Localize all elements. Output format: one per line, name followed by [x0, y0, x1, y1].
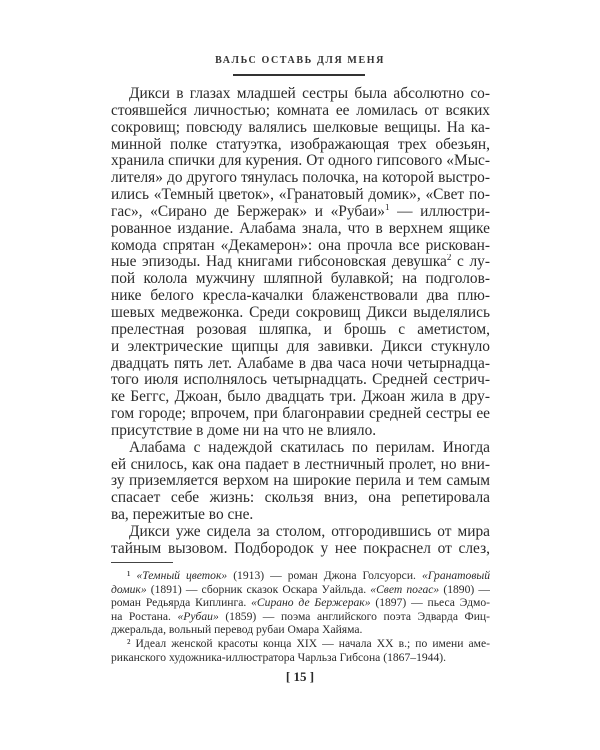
- paragraph: [111, 86, 490, 440]
- text-line: спасает себе жизнь: скользя вниз, она репетировала: [111, 490, 490, 507]
- text-line: Дикси уже сидела за столом, отгородившись от мира: [129, 523, 490, 540]
- text-line: и электрические щипцы для завивки. Дикси стукнуло: [111, 338, 490, 355]
- text-line: минной полке статуэтка, изображающая трех обезьян,: [111, 136, 490, 153]
- footnote-ref: 1: [384, 203, 390, 212]
- footnote-text: (1913) — роман Джона Голсуорси.: [227, 569, 422, 582]
- running-head: ВАЛЬС ОСТАВЬ ДЛЯ МЕНЯ: [215, 55, 385, 66]
- footnote-text: (1890) —: [439, 582, 490, 596]
- footnotes: [111, 569, 490, 664]
- footnote-text: роман Редьярда Киплинга.: [111, 596, 252, 610]
- text-line: рованное издание. Алабама знала, что в верхнем ящике: [111, 220, 490, 237]
- text-line: гом городе; впрочем, при благонравии средней сестры ее: [111, 406, 490, 423]
- footnote-line: [111, 610, 490, 624]
- text-line: присутствие в доме ни на что не влияло.: [111, 422, 377, 439]
- text-line: шевых медвежонка. Среди сокровищ Дикси выделялись: [111, 304, 490, 321]
- text-line: ились «Темный цветок», «Гранатовый домик», «Свет по-: [111, 187, 490, 204]
- paragraph: [111, 440, 490, 524]
- body-text: [111, 86, 490, 558]
- footnote: [111, 569, 490, 637]
- title-italic: «Сирано де Бержерак»: [251, 596, 371, 610]
- text-line: комода спрятан «Декамерон»: она прочла все рискован-: [111, 237, 490, 254]
- footnote-text: (1859) — поэма английского поэта Эдварда Фиц-: [218, 609, 490, 623]
- footnote-text: на Ростана.: [111, 609, 178, 623]
- footnote-text: (1891) — сборник сказок Оскара Уайльда.: [146, 582, 371, 596]
- footnote-line: [111, 651, 490, 665]
- title-italic: домик»: [111, 582, 147, 596]
- text-line: тайным вызовом. Подбородок у нее покраснел от слез,: [111, 540, 490, 557]
- footnote: [111, 637, 490, 664]
- header-rule: [233, 74, 365, 76]
- text-line: ке Беггс, Джоан, было двадцать три. Джоан жила в дру-: [111, 389, 490, 406]
- footnote-text: ¹: [127, 569, 137, 582]
- title-italic: «Гранатовый: [421, 569, 490, 582]
- page-number: [ 15 ]: [285, 669, 315, 684]
- title-italic: «Темный цветок»: [136, 569, 228, 582]
- text-line: зу приземляется верхом на широкие перила и тем самым: [111, 473, 490, 490]
- text-line: пой колола мужчину шляпной булавкой; на подголов-: [111, 271, 490, 288]
- text-line: того июля исполнялось четырнадцать. Средней сестрич-: [111, 372, 490, 389]
- paragraph: [111, 524, 490, 558]
- footnote-line: [111, 569, 490, 583]
- text-line: ей снилось, как она падает в лестничный пролет, но вни-: [111, 456, 490, 473]
- footnote-text: риканского художника-иллюстратора Чарльза Гибсона (1867–1944).: [111, 650, 447, 664]
- text-line: гас», «Сирано де Бержерак» и «Рубаи»$^1$ — иллюстри-: [111, 204, 490, 221]
- footnote-ref: 2: [446, 254, 452, 263]
- title-italic: «Свет погас»: [370, 582, 440, 596]
- text-line: прелестная розовая шляпка, и брошь с аметистом,: [111, 321, 490, 338]
- text-line: Алабама с надеждой скатилась по перилам. Иногда: [129, 439, 490, 456]
- text-line: хранила спички для курения. От одного гипсового «Мыс-: [111, 153, 490, 170]
- text-line: двадцать пять лет. Алабаме в два часа ночи четырнадца-: [111, 355, 490, 372]
- footnote-rule: [111, 562, 173, 563]
- footnote-text: (1897) — пьеса Эдмо-: [370, 596, 490, 610]
- text-line: ва, пережитые во сне.: [111, 507, 254, 524]
- text-line: лителя» до другого тянулась полочка, на которой выстро-: [111, 170, 490, 187]
- footnote-text: ² Идеал женской красоты конца XIX — начала XX в.; по имени аме-: [127, 636, 490, 650]
- footnote-line: [111, 583, 490, 597]
- text-line: нике белого кресла-качалки блаженствовали два плю-: [111, 288, 490, 305]
- text-line: Дикси в глазах младшей сестры была абсолютно со-: [129, 86, 490, 102]
- title-italic: «Рубаи»: [177, 609, 219, 623]
- text-line: стоявшейся личностью; комната ее ломилась от всяких: [111, 102, 490, 119]
- footnote-text: джеральда, вольный перевод рубаи Омара Хайяма.: [111, 623, 363, 637]
- footnote-line: [111, 637, 490, 651]
- footnote-line: [111, 623, 490, 637]
- footnote-line: [111, 596, 490, 610]
- text-line: сокровищ; повсюду валялись шелковые вещицы. На ка-: [111, 119, 490, 136]
- text-line: ные эпизоды. Над книгами гибсоновская девушка$^2$ с лу-: [111, 254, 490, 271]
